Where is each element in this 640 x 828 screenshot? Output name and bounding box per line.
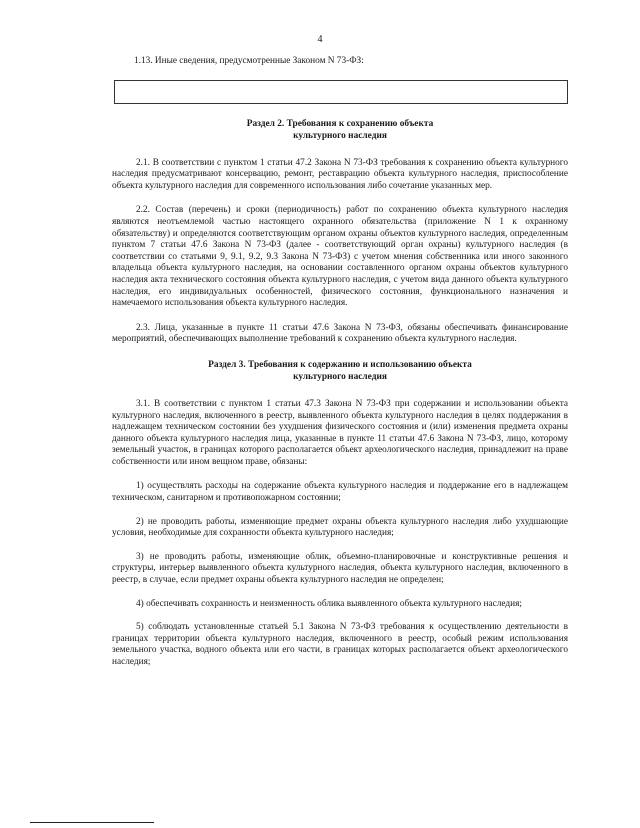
section-2-heading [112,118,568,142]
section-2-title-line-1: Раздел 2. Требования к сохранению объекта [246,118,434,129]
list-item: 4) обеспечивать сохранность и неизменность облика выявленного объекта культурного наследия; [136,598,522,609]
section-3-heading [112,359,568,383]
paragraph-3-1: 3.1. В соответствии с пунктом 1 статьи 47.3 Закона N 73-ФЗ при содержании и использовании объекта культурного наследия, включенного в реестр, выявленного объекта культурного наследия в целях поддержания в надлежащем техническом состоянии без ухудшения физического состояния и (или) изменения предмета охраны данного объекта культурного наследия лица, указанные в пункте 11 статьи 47.6 Закона N 73-ФЗ, лицо, которому земельный участок, в границах которого располагается объект археологического наследия, принадлежит на праве собственности или ином вещном праве, обязаны: [112,398,568,467]
section-2-title-line-2: культурного наследия [293,130,387,141]
item-1-13: 1.13. Иные сведения, предусмотренные Законом N 73-ФЗ: [134,56,364,66]
list-item: 2) не проводить работы, изменяющие предмет охраны объекта культурного наследия либо ухудшающие условия, необходимые для сохранности объекта культурного наследия; [112,516,568,539]
document-body [112,56,568,669]
other-info-field-box [114,80,568,104]
footnote-separator [30,822,154,823]
section-3-title-line-1: Раздел 3. Требования к содержанию и использованию объекта [208,359,472,370]
page-number: 4 [317,34,323,45]
list-item: 3) не проводить работы, изменяющие облик, объемно-планировочные и конструктивные решения и структуры, интерьер выявленного объекта культурного наследия, объекта культурного наследия, включенного в реестр, в случае, если предмет охраны объекта культурного наследия не определен; [112,551,568,586]
list-item: 1) осуществлять расходы на содержание объекта культурного наследия и поддержание его в надлежащем техническом, санитарном и противопожарном состоянии; [112,481,568,504]
section-3-title-line-2: культурного наследия [293,371,387,382]
paragraph-2-2: 2.2. Состав (перечень) и сроки (периодичность) работ по сохранению объекта культурного наследия являются неотъемлемой частью настоящего охранного обязательства (приложение N 1 к охранному обязательству) и определяются соответствующим органом охраны объектов культурного наследия, определенным пунктом 7 статьи 47.6 Закона N 73-ФЗ (далее - соответствующий орган охраны) культурного наследия (в соответствии со статьями 9, 9.1, 9.2, 9.3 Закона N 73-ФЗ) с учетом мнения собственника или иного законного владельца объекта культурного наследия, на основании составленного органом охраны объектов культурного наследия акта технического состояния объекта культурного наследия, с учетом вида данного объекта культурного наследия, его индивидуальных особенностей, физического состояния, функционального назначения и намечаемого использования объекта культурного наследия. [112,205,568,309]
paragraph-2-3: 2.3. Лица, указанные в пункте 11 статьи 47.6 Закона N 73-ФЗ, обязаны обеспечивать финансирование мероприятий, обеспечивающих выполнение требований к сохранению объекта культурного наследия. [112,322,568,345]
paragraph-2-1: 2.1. В соответствии с пунктом 1 статьи 47.2 Закона N 73-ФЗ требования к сохранению объекта культурного наследия предусматривают консервацию, ремонт, реставрацию объекта культурного наследия, приспособление объекта культурного наследия для современного использования либо сочетание указанных мер. [112,157,568,191]
list-item: 5) соблюдать установленные статьей 5.1 Закона N 73-ФЗ требования к осуществлению деятельности в границах территории объекта культурного наследия, включенного в реестр, особый режим использования земельного участка, водного объекта или его части, в границах которых располагается объект археологического наследия; [112,622,568,667]
